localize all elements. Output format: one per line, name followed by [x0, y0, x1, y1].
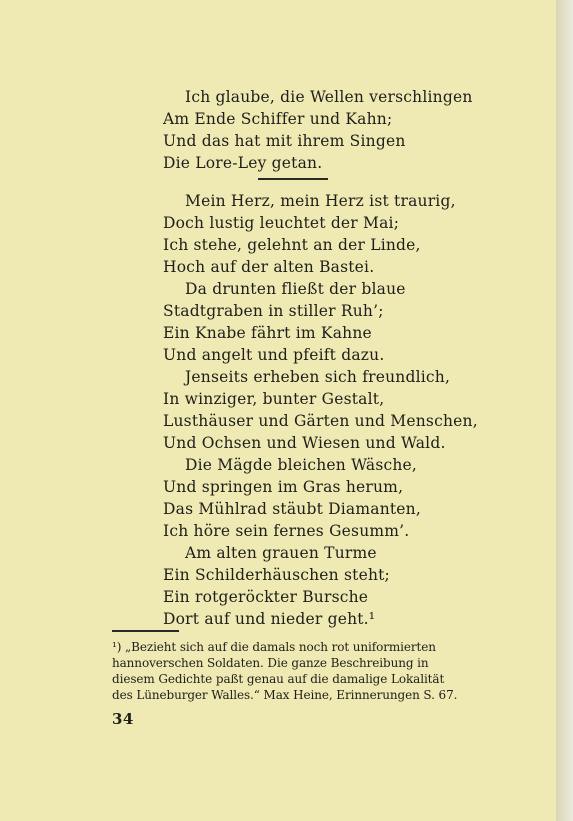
stanza-6 — [163, 542, 493, 630]
stanza-1 — [163, 86, 493, 174]
stanza-5 — [163, 454, 493, 542]
verse-line: Ich stehe, gelehnt an der Linde, — [163, 235, 421, 254]
verse-line: Die Mägde bleichen Wäsche, — [185, 455, 418, 474]
verse-line: Und angelt und pfeift dazu. — [163, 345, 385, 364]
footnote — [112, 639, 517, 703]
verse-line: Da drunten fließt der blaue — [185, 279, 406, 298]
verse-line: Dort auf und nieder geht.¹ — [163, 609, 376, 628]
page-edge — [556, 0, 573, 821]
verse-line: Und springen im Gras herum, — [163, 477, 404, 496]
poem-text — [163, 86, 493, 630]
verse-line: Die Lore-Ley getan. — [163, 154, 323, 172]
page-number: 34 — [112, 710, 134, 728]
stanza-3 — [163, 278, 493, 366]
verse-line: Das Mühlrad stäubt Diamanten, — [163, 499, 421, 518]
verse-line: Mein Herz, mein Herz ist traurig, — [185, 191, 456, 210]
stanza-2 — [163, 190, 493, 278]
verse-line: Ein Knabe fährt im Kahne — [163, 323, 372, 342]
verse-line: Am Ende Schiffer und Kahn; — [163, 110, 393, 128]
footnote-line: diesem Gedichte paßt genau auf die damalige Lokalität — [112, 672, 445, 686]
verse-line: Und das hat mit ihrem Singen — [163, 132, 406, 150]
verse-line: Ein rotgeröckter Bursche — [163, 587, 369, 606]
footnote-line: hannoverschen Soldaten. Die ganze Beschreibung in — [112, 656, 429, 670]
verse-line: Doch lustig leuchtet der Mai; — [163, 213, 400, 232]
footnote-line: des Lüneburger Walles.“ Max Heine, Erinnerungen S. 67. — [112, 688, 458, 702]
verse-line: Ein Schilderhäuschen steht; — [163, 565, 390, 584]
verse-line: Ich höre sein fernes Gesumm’. — [163, 521, 410, 540]
verse-line: Am alten grauen Turme — [185, 543, 377, 562]
verse-line: Jenseits erheben sich freundlich, — [185, 367, 451, 386]
verse-line: In winziger, bunter Gestalt, — [163, 389, 385, 408]
verse-line: Hoch auf der alten Bastei. — [163, 257, 375, 276]
verse-line: Lusthäuser und Gärten und Menschen, — [163, 411, 478, 430]
stanza-4 — [163, 366, 493, 454]
section-divider — [258, 178, 328, 180]
footnote-line: ¹) „Bezieht sich auf die damals noch rot uniformierten — [112, 640, 436, 654]
footnote-divider — [112, 630, 179, 632]
verse-line: Ich glaube, die Wellen verschlingen — [185, 88, 473, 106]
verse-line: Stadtgraben in stiller Ruh’; — [163, 301, 384, 320]
verse-line: Und Ochsen und Wiesen und Wald. — [163, 433, 446, 452]
